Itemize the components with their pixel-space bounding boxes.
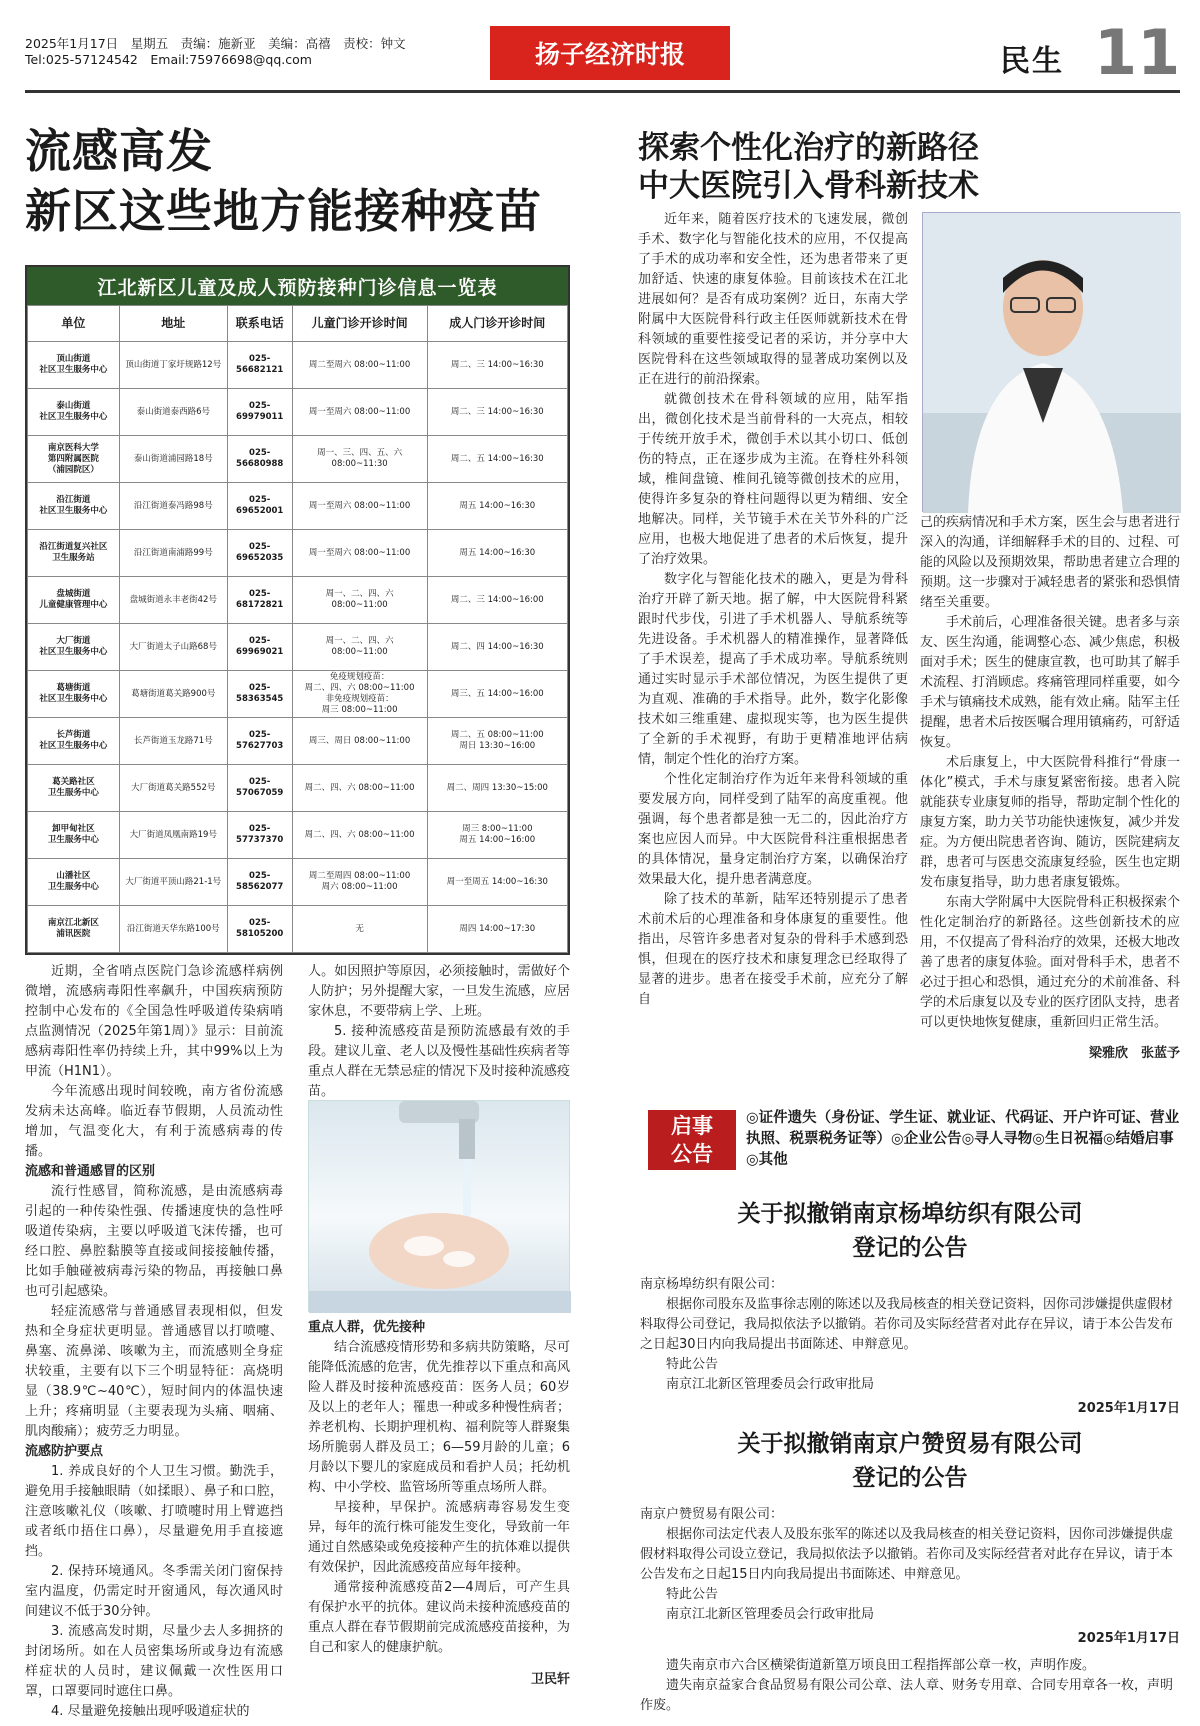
table-cell: 顶山街道 社区卫生服务中心 <box>28 342 120 389</box>
table-header-cell: 单位 <box>28 306 120 342</box>
paragraph: 通常接种流感疫苗2—4周后，可产生具有保护水平的抗体。建议尚未接种流感疫苗的重点人群在春节假期前完成流感疫苗接种，为自己和家人的健康护航。 <box>308 1580 570 1655</box>
left-article-column-1 <box>25 962 283 1722</box>
table-cell: 沿江街道天华东路100号 <box>119 906 227 953</box>
table-cell: 南京江北新区 浦讯医院 <box>28 906 120 953</box>
notice1-title-line2: 登记的公告 <box>852 1235 968 1261</box>
table-cell: 025-57627703 <box>227 718 292 765</box>
paragraph: 己的疾病情况和手术方案，医生会与患者进行深入的沟通，详细解释手术的目的、过程、可能的风险以及预期效果，帮助患者建立合理的预期。这一步骤对于减轻患者的紧张和恐惧情绪至关重要。 <box>920 515 1181 610</box>
left-article-column-2-bottom <box>308 1318 570 1658</box>
table-row <box>28 530 568 577</box>
table-cell: 025-56680988 <box>227 436 292 483</box>
notice1-recipient: 南京杨埠纺织有限公司： <box>640 1277 784 1292</box>
table-cell: 周一至周六 08:00~11:00 <box>292 483 427 530</box>
right-article-column-2 <box>920 513 1180 1033</box>
notice1-text: 根据你司股东及监事徐志刚的陈述以及我局核查的相关登记资料，因你司涉嫌提供虚假材料取得公司登记，我局拟依法予以撤销。若你司及实际经营者对此存在异议，请于本公告发布之日起30日内向我局提出书面陈述、申辩意见。 <box>640 1297 1174 1352</box>
subheading: 流感和普通感冒的区别 <box>25 1164 156 1179</box>
faucet-icon <box>309 1101 571 1313</box>
table-cell: 周一、三、四、五、六 08:00~11:30 <box>292 436 427 483</box>
paragraph: 轻症流感常与普通感冒表现相似，但发热和全身症状更明显。普通感冒以打喷嚏、鼻塞、流鼻涕、咳嗽为主，而流感则全身症状较重，主要有以下三个明显特征：高烧明显（38.9℃~40℃），短时间内的体温快速上升；疼痛明显（主要表现为头痛、咽痛、肌肉酸痛）；疲劳乏力明显。 <box>25 1304 283 1439</box>
table-cell: 卸甲甸社区 卫生服务中心 <box>28 812 120 859</box>
right-headline-line1: 探索个性化治疗的新路径 <box>638 130 979 166</box>
table-cell: 长芦街道 社区卫生服务中心 <box>28 718 120 765</box>
table-cell: 沿江街道南浦路99号 <box>119 530 227 577</box>
table-cell: 周二至周四 08:00~11:00 周六 08:00~11:00 <box>292 859 427 906</box>
table-row <box>28 906 568 953</box>
table-cell: 025-58105200 <box>227 906 292 953</box>
notice2-title-line1: 关于拟撤销南京户赞贸易有限公司 <box>737 1431 1083 1457</box>
doctor-photo <box>922 212 1180 512</box>
table-row <box>28 389 568 436</box>
table-cell: 周二、周四 13:30~15:00 <box>427 765 567 812</box>
table-row <box>28 859 568 906</box>
notices-categories: ◎证件遗失（身份证、学生证、就业证、代码证、开户许可证、营业执照、税票税务证等）◎企业公告◎寻人寻物◎生日祝福◎结婚启事◎其他 <box>746 1110 1180 1168</box>
paragraph: 2. 保持环境通风。冬季需关闭门窗保持室内温度，仍需定时开窗通风，每次通风时间建议不低于30分钟。 <box>25 1564 283 1619</box>
table-cell: 葛塘街道葛关路900号 <box>119 671 227 718</box>
table-cell: 周一至周六 08:00~11:00 <box>292 389 427 436</box>
issue-line: 2025年1月17日 星期五 责编：施新亚 美编：高禧 责校：钟文 <box>25 36 406 51</box>
table-cell: 大厂街道 社区卫生服务中心 <box>28 624 120 671</box>
table-cell: 周二、三 14:00~16:30 <box>427 342 567 389</box>
paragraph: 1. 养成良好的个人卫生习惯。勤洗手，避免用手接触眼睛（如揉眼）、鼻子和口腔，注意咳嗽礼仪（咳嗽、打喷嚏时用上臂遮挡或者纸巾捂住口鼻），尽量避免用手直接遮挡。 <box>25 1464 283 1559</box>
table-cell: 周三、周日 08:00~11:00 <box>292 718 427 765</box>
table-cell: 大厂街道葛关路552号 <box>119 765 227 812</box>
paragraph: 3. 流感高发时期，尽量少去人多拥挤的封闭场所。如在人员密集场所或身边有流感样症状的人员时，建议佩戴一次性医用口罩，口罩要同时遮住口鼻。 <box>25 1624 283 1699</box>
paragraph: 近年来，随着医疗技术的飞速发展，微创手术、数字化与智能化技术的应用，不仅提高了手术的成功率和安全性，还为患者带来了更加舒适、快速的康复体验。目前该技术在江北进展如何？是否有成功案例？近日，东南大学附属中大医院骨科行政主任医师就新技术在骨科领域的重要性接受记者的采访，并分享中大医院骨科在这些领域取得的显著成功案例以及正在进行的前沿探索。 <box>638 212 908 387</box>
table-caption: 江北新区儿童及成人预防接种门诊信息一览表 <box>27 267 568 305</box>
table-row <box>28 812 568 859</box>
table-cell: 周二、五 08:00~11:00 周日 13:30~16:00 <box>427 718 567 765</box>
table-cell: 盘城街道永丰老街42号 <box>119 577 227 624</box>
contact-line: Tel:025-57124542 Email:75976698@qq.com <box>25 52 312 67</box>
left-byline-wrap <box>308 1670 570 1690</box>
table-cell: 周一、二、四、六 08:00~11:00 <box>292 577 427 624</box>
paragraph: 早接种，早保护。流感病毒容易发生变异，每年的流行株可能发生变化，导致前一年通过自然感染或免疫接种产生的抗体难以提供有效保护，因此流感疫苗应每年接种。 <box>308 1500 570 1575</box>
table-cell: 大厂街道平顶山路21-1号 <box>119 859 227 906</box>
paragraph: 手术前后，心理准备很关键。患者多与亲友、医生沟通，能调整心态、减少焦虑，积极面对手术；医生的健康宣教，也可助其了解手术流程、打消顾虑。疼痛管理同样重要，如今手术与镇痛技术成熟，能有效止痛。陆军主任提醒，患者术后按医嘱合理用镇痛药，可舒适恢复。 <box>920 615 1181 750</box>
table-cell: 沿江街道 社区卫生服务中心 <box>28 483 120 530</box>
table-cell: 025-69979011 <box>227 389 292 436</box>
paragraph: 东南大学附属中大医院骨科正积极探索个性化定制治疗的新路径。这些创新技术的应用，不仅提高了骨科治疗的效果，还极大地改善了患者的康复体验。面对骨科手术，患者不必过于担心和恐惧，通过充分的术前准备、科学的术后康复以及专业的医疗团队支持，患者可以更快地恢复健康，重新回归正常生活。 <box>920 895 1181 1030</box>
paragraph: 4. 尽量避免接触出现呼吸道症状的 <box>51 1704 250 1719</box>
table-cell: 周三、五 14:00~16:00 <box>427 671 567 718</box>
notice1-org: 南京江北新区管理委员会行政审批局 <box>666 1377 875 1392</box>
header-rule <box>25 90 1180 93</box>
left-headline-line2: 新区这些地方能接种疫苗 <box>25 184 542 238</box>
table-cell: 周五 14:00~16:30 <box>427 483 567 530</box>
table-cell: 025-69652035 <box>227 530 292 577</box>
table-header-cell: 联系电话 <box>227 306 292 342</box>
paragraph: 近期，全省哨点医院门急诊流感样病例微增，流感病毒阳性率飙升，中国疾病预防控制中心发布的《全国急性呼吸道传染病哨点监测情况（2025年第1周）》显示：目前流感病毒阳性率仍持续上升，其中99%以上为甲流（H1N1）。 <box>25 964 283 1079</box>
table-cell: 泰山街道浦园路18号 <box>119 436 227 483</box>
paragraph: 人。如因照护等原因，必须接触时，需做好个人防护；另外提醒大家，一旦发生流感，应居家休息，不要带病上学、上班。 <box>308 964 570 1019</box>
table-cell: 周二、四、六 08:00~11:00 <box>292 765 427 812</box>
section-title: 民生 <box>1000 44 1064 79</box>
table-cell: 免疫规划疫苗： 周二、四、六 08:00~11:00 非免疫规划疫苗： 周三 08:00~11:00 <box>292 671 427 718</box>
table-cell: 盘城街道 儿童健康管理中心 <box>28 577 120 624</box>
doctor-portrait-icon <box>923 213 1181 513</box>
right-headline-line2: 中大医院引入骨科新技术 <box>638 168 979 204</box>
table-cell: 025-56682121 <box>227 342 292 389</box>
table-row <box>28 765 568 812</box>
notice1-closing: 特此公告 <box>666 1357 719 1372</box>
table-cell: 025-58562077 <box>227 859 292 906</box>
table-header-row <box>28 306 568 342</box>
paragraph: 流行性感冒，简称流感，是由流感病毒引起的一种传染性强、传播速度快的急性呼吸道传染病，主要以呼吸道飞沫传播，也可经口腔、鼻腔黏膜等直接或间接接触传播，比如手触碰被病毒污染的物品，再接触口鼻也可引起感染。 <box>25 1184 283 1299</box>
table-cell: 山潘社区 卫生服务中心 <box>28 859 120 906</box>
page-number: 11 <box>1094 16 1181 89</box>
notices-label-box <box>648 1110 736 1170</box>
table-cell: 025-69652001 <box>227 483 292 530</box>
table-cell: 泰山街道 社区卫生服务中心 <box>28 389 120 436</box>
notice1-body <box>640 1275 1180 1419</box>
subheading: 重点人群，优先接种 <box>308 1320 426 1335</box>
table-header-cell: 成人门诊开诊时间 <box>427 306 567 342</box>
lost-notice-1: 遗失南京市六合区横梁街道新篁万顷良田工程指挥部公章一枚，声明作废。 <box>666 1658 1096 1673</box>
table-cell: 周二、四 14:00~16:30 <box>427 624 567 671</box>
notice2-date: 2025年1月17日 <box>1077 1631 1180 1646</box>
table-cell: 沿江街道泰冯路98号 <box>119 483 227 530</box>
table-cell: 泰山街道泰西路6号 <box>119 389 227 436</box>
table-cell: 周一至周五 14:00~16:30 <box>427 859 567 906</box>
handwashing-photo <box>308 1100 570 1312</box>
left-article-column-2-top <box>308 962 570 1102</box>
paragraph: 除了技术的革新，陆军还特别提示了患者术前术后的心理准备和身体康复的重要性。他指出，尽管许多患者对复杂的骨科手术感到恐惧，但现在的医疗技术和康复理念已经取得了显著的进步。患者在接受手术前，应充分了解自 <box>638 892 908 1007</box>
paragraph: 结合流感疫情形势和多病共防策略，尽可能降低流感的危害，优先推荐以下重点和高风险人群及时接种流感疫苗：医务人员；60岁及以上的老年人；罹患一种或多种慢性病者；养老机构、长期护理机构、福利院等人群聚集场所脆弱人群及员工；6—59月龄的儿童；6月龄以下婴儿的家庭成员和看护人员；托幼机构、中小学校、监管场所等重点场所人群。 <box>308 1340 570 1495</box>
table-row <box>28 342 568 389</box>
table-row <box>28 718 568 765</box>
notices-category-bar <box>648 1108 1180 1173</box>
newspaper-logo: 扬子经济时报 <box>490 26 730 80</box>
table-cell: 无 <box>292 906 427 953</box>
table-cell: 025-57737370 <box>227 812 292 859</box>
table-cell: 025-68172821 <box>227 577 292 624</box>
table-cell: 周二、四、六 08:00~11:00 <box>292 812 427 859</box>
table-header-cell: 地址 <box>119 306 227 342</box>
paragraph: 就微创技术在骨科领域的应用，陆军指出，微创化技术是当前骨科的一大亮点，相较于传统开放手术，微创手术以其小切口、低创伤的特点，正在逐步成为主流。在脊柱外科领域，椎间盘镜、椎间孔镜等微创技术的应用，使得许多复杂的脊柱问题得以更为精细、安全地解决。同样，关节镜手术在关节外科的广泛应用，也极大地促进了患者的术后恢复，提升了治疗效果。 <box>638 392 908 567</box>
table-cell: 周四 14:00~17:30 <box>427 906 567 953</box>
table-cell: 南京医科大学 第四附属医院 （浦园院区） <box>28 436 120 483</box>
left-byline: 卫民轩 <box>530 1672 570 1687</box>
table-row <box>28 436 568 483</box>
vaccination-table-box <box>25 265 570 955</box>
notice1-date: 2025年1月17日 <box>1077 1401 1180 1416</box>
vaccination-table <box>27 305 568 953</box>
notice2-body <box>640 1505 1180 1649</box>
lost-notices <box>640 1656 1180 1716</box>
paragraph: 术后康复上，中大医院骨科推行“骨康一体化”模式，手术与康复紧密衔接。患者入院就能获专业康复师的指导，帮助定制个性化的康复方案，助力关节功能快速恢复，减少并发症。为方便出院患者咨询、随访，医院建病友群，患者可与医患交流康复经验，医生也定期发布康复指导，助力患者康复锻炼。 <box>920 755 1181 890</box>
table-cell: 周二、三 14:00~16:00 <box>427 577 567 624</box>
paragraph: 个性化定制治疗作为近年来骨科领域的重要发展方向，同样受到了陆军的高度重视。他强调，每个患者都是独一无二的，因此治疗方案也应因人而异。中大医院骨科注重根据患者的具体情况，量身定制治疗方案，以确保治疗效果最大化，提升患者满意度。 <box>638 772 908 887</box>
lost-notice-2: 遗失南京益家合食品贸易有限公司公章、法人章、财务专用章、合同专用章各一枚，声明作废。 <box>640 1678 1174 1713</box>
table-cell: 周二、三 14:00~16:30 <box>427 389 567 436</box>
left-headline-line1: 流感高发 <box>25 124 213 178</box>
notice1-title-line1: 关于拟撤销南京杨埠纺织有限公司 <box>737 1201 1083 1227</box>
table-cell: 长芦街道玉龙路71号 <box>119 718 227 765</box>
table-cell: 周一至周六 08:00~11:00 <box>292 530 427 577</box>
paragraph: 今年流感出现时间较晚，南方省份流感发病未达高峰。临近春节假期，人员流动性增加，气温变化大，有利于流感病毒的传播。 <box>25 1084 283 1159</box>
table-cell: 大厂街道太子山路68号 <box>119 624 227 671</box>
table-body <box>28 342 568 953</box>
table-cell: 025-57067059 <box>227 765 292 812</box>
table-cell: 周二、五 14:00~16:30 <box>427 436 567 483</box>
table-row <box>28 577 568 624</box>
table-row <box>28 624 568 671</box>
table-cell: 顶山街道丁家圩规路12号 <box>119 342 227 389</box>
table-cell: 葛关路社区 卫生服务中心 <box>28 765 120 812</box>
table-cell: 大厂街道凤凰南路19号 <box>119 812 227 859</box>
notice2-recipient: 南京户赞贸易有限公司： <box>640 1507 784 1522</box>
notice2-closing: 特此公告 <box>666 1587 719 1602</box>
table-cell: 025-69969021 <box>227 624 292 671</box>
table-row <box>28 671 568 718</box>
table-cell: 周一、二、四、六 08:00~11:00 <box>292 624 427 671</box>
table-cell: 025-58363545 <box>227 671 292 718</box>
table-cell: 周五 14:00~16:30 <box>427 530 567 577</box>
notice2-text: 根据你司法定代表人及股东张军的陈述以及我局核查的相关登记资料，因你司涉嫌提供虚假材料取得公司设立登记，我局拟依法予以撤销。若你司及实际经营者对此存在异议，请于本公告发布之日起15日内向我局提出书面陈述、申辩意见。 <box>640 1527 1174 1582</box>
table-header-cell: 儿童门诊开诊时间 <box>292 306 427 342</box>
notice2-title-line2: 登记的公告 <box>852 1465 968 1491</box>
table-cell: 沿江街道复兴社区 卫生服务站 <box>28 530 120 577</box>
right-byline-wrap <box>920 1044 1180 1064</box>
paragraph: 数字化与智能化技术的融入，更是为骨科治疗开辟了新天地。据了解，中大医院骨科紧跟时代步伐，引进了手术机器人、导航系统等先进设备。手术机器人的精准操作，显著降低了手术误差，提高了手术成功率。导航系统则通过实时显示手术部位情况，为医生提供了更为直观、准确的手术指导。此外，数字化影像技术如三维重建、虚拟现实等，也为医生提供了全新的手术视野，有助于更精准地评估病情，制定个性化的治疗方案。 <box>638 572 908 767</box>
paragraph: 5. 接种流感疫苗是预防流感最有效的手段。建议儿童、老人以及慢性基础性疾病者等重点人群在无禁忌症的情况下及时接种流感疫苗。 <box>308 1024 570 1099</box>
notices-label-bottom: 公告 <box>671 1142 713 1166</box>
notices-label-top: 启事 <box>671 1114 713 1138</box>
right-article-column-1 <box>638 210 908 1010</box>
notice2-org: 南京江北新区管理委员会行政审批局 <box>666 1607 875 1622</box>
table-cell: 葛塘街道 社区卫生服务中心 <box>28 671 120 718</box>
table-cell: 周二至周六 08:00~11:00 <box>292 342 427 389</box>
masthead-info <box>25 36 406 68</box>
subheading: 流感防护要点 <box>25 1444 104 1459</box>
table-cell: 周三 8:00~11:00 周五 14:00~16:00 <box>427 812 567 859</box>
right-byline: 梁雅欣 张蓝予 <box>1088 1046 1180 1061</box>
table-row <box>28 483 568 530</box>
